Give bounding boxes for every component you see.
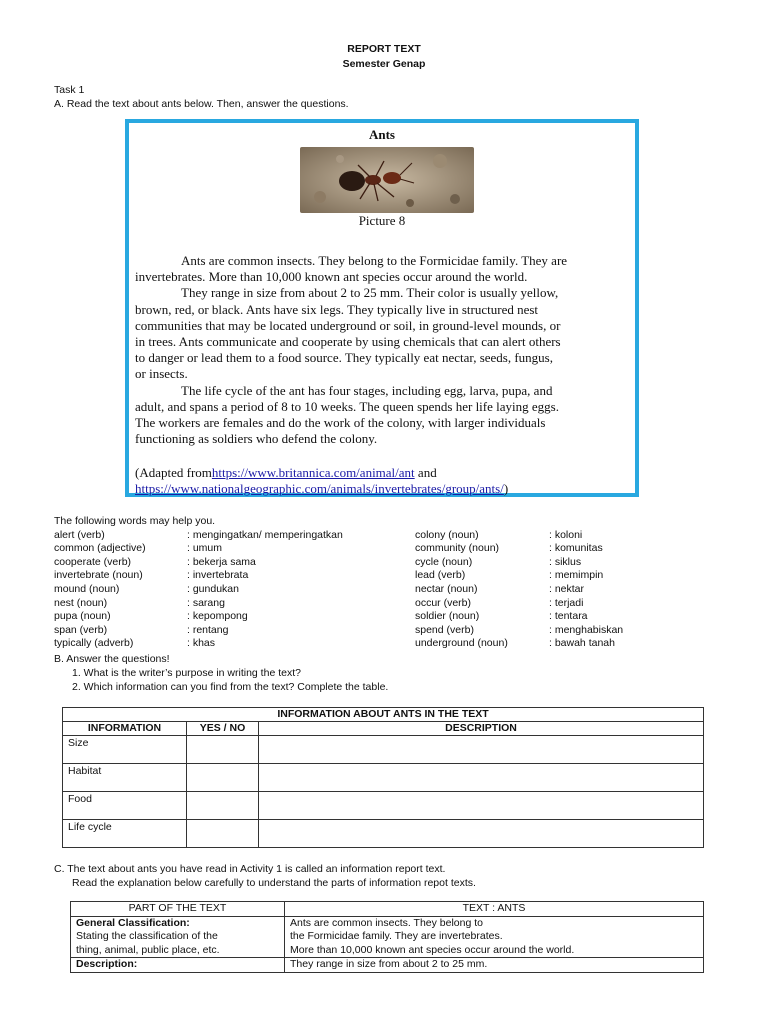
passage-frame [125, 119, 639, 497]
gc-text-2: the Formicidae family. They are invertebrates. [290, 930, 503, 943]
vocab-word: community (noun) [415, 542, 500, 555]
gc-text-1: Ants are common insects. They belong to [290, 916, 483, 929]
general-classification-label: General Classification: [76, 916, 190, 929]
britannica-link[interactable]: https://www.britannica.com/animal/ant [211, 465, 415, 480]
instruction-a: A. Read the text about ants below. Then, answer the questions. [54, 98, 349, 110]
vocab-row [54, 624, 714, 638]
table-row [71, 958, 704, 973]
vocab-intro: The following words may help you. [54, 515, 216, 527]
question-1: 1. What is the writer’s purpose in writing the text? [72, 667, 301, 679]
col-part-of-text: PART OF THE TEXT [71, 902, 285, 917]
section-c-line2: Read the explanation below carefully to understand the parts of information repot texts. [72, 877, 476, 889]
page-title: REPORT TEXT [347, 43, 421, 55]
passage-line: in trees. Ants communicate and cooperate by using chemicals that can alert others [135, 334, 561, 350]
yes-no-cell[interactable] [187, 764, 259, 792]
table-row [63, 820, 704, 848]
question-2: 2. Which information can you find from the text? Complete the table. [72, 681, 389, 693]
vocab-meaning: : menghabiskan [549, 623, 624, 636]
vocab-word: mound (noun) [54, 582, 120, 595]
row-label-food: Food [63, 792, 187, 820]
vocab-meaning: : kepompong [187, 610, 248, 623]
passage-line: or insects. [135, 366, 188, 382]
description-cell[interactable] [259, 820, 704, 848]
vocab-meaning: : gundukan [187, 582, 239, 595]
vocab-word: nest (noun) [54, 596, 108, 609]
vocab-row [54, 569, 714, 583]
description-cell[interactable] [259, 736, 704, 764]
natgeo-link[interactable]: https://www.nationalgeographic.com/animals/invertebrates/group/ants/ [135, 481, 504, 496]
vocab-row [54, 542, 714, 556]
vocab-meaning: : invertebrata [187, 569, 249, 582]
vocab-meaning: : nektar [549, 582, 585, 595]
passage-line: to danger or lead them to a food source. They typically eat nectar, seeds, fungus, [135, 350, 553, 366]
passage-line: They range in size from about 2 to 25 mm. Their color is usually yellow, [181, 285, 559, 301]
vocab-meaning: : khas [187, 637, 216, 650]
description-cell[interactable] [259, 792, 704, 820]
passage-line: brown, red, or black. Ants have six legs. They typically live in structured nest [135, 301, 539, 317]
passage-source [135, 465, 629, 497]
vocab-word: colony (noun) [415, 528, 479, 541]
col-description: DESCRIPTION [259, 722, 704, 736]
section-c [54, 862, 476, 890]
vocab-meaning: : koloni [549, 528, 583, 541]
row-label-habitat: Habitat [63, 764, 187, 792]
vocab-word: cycle (noun) [415, 555, 473, 568]
row-label-life-cycle: Life cycle [63, 820, 187, 848]
col-information: INFORMATION [63, 722, 187, 736]
vocab-row [54, 583, 714, 597]
vocab-row [54, 529, 714, 543]
description-label: Description: [71, 958, 285, 973]
passage-body [135, 253, 629, 447]
passage-line: communities that may be located underground or soil, in ground-level mounds, or [135, 317, 561, 333]
source-prefix: (Adapted from [135, 465, 212, 480]
parts-table [70, 901, 704, 973]
vocab-word: spend (verb) [415, 623, 474, 636]
gc-text-3: More than 10,000 known ant species occur around the world. [290, 943, 575, 956]
yes-no-cell[interactable] [187, 736, 259, 764]
section-c-line1: C. The text about ants you have read in Activity 1 is called an information report text. [54, 863, 446, 875]
table-row [63, 736, 704, 764]
vocab-meaning: : siklus [549, 555, 582, 568]
vocab-meaning: : bekerja sama [187, 555, 256, 568]
vocab-word: span (verb) [54, 623, 108, 636]
vocab-meaning: : umum [187, 542, 223, 555]
yes-no-cell[interactable] [187, 820, 259, 848]
vocabulary-list [54, 515, 714, 651]
vocab-row [54, 556, 714, 570]
info-table-title: INFORMATION ABOUT ANTS IN THE TEXT [63, 708, 704, 722]
vocab-word: underground (noun) [415, 637, 508, 650]
ant-photo [300, 147, 474, 213]
vocab-word: typically (adverb) [54, 637, 134, 650]
col-text-ants: TEXT : ANTS [285, 902, 704, 917]
vocab-word: invertebrate (noun) [54, 569, 143, 582]
gc-desc-1: Stating the classification of the [76, 930, 218, 943]
row-label-size: Size [63, 736, 187, 764]
vocab-row [54, 637, 714, 651]
description-cell[interactable] [259, 764, 704, 792]
passage-title: Ants [368, 127, 395, 142]
source-suffix: ) [503, 481, 509, 496]
vocab-meaning: : terjadi [549, 596, 584, 609]
vocab-word: soldier (noun) [415, 610, 480, 623]
source-and: and [414, 465, 437, 480]
vocab-word: nectar (noun) [415, 582, 478, 595]
vocab-word: common (adjective) [54, 542, 146, 555]
passage-line: invertebrates. More than 10,000 known ant species occur around the world. [135, 269, 528, 285]
vocab-meaning: : sarang [187, 596, 225, 609]
passage-line: The workers are females and do the work of the colony, with larger individuals [135, 415, 546, 431]
vocab-meaning: : bawah tanah [549, 637, 615, 650]
picture-caption: Picture 8 [358, 213, 406, 228]
table-row [71, 916, 704, 958]
vocab-meaning: : tentara [549, 610, 588, 623]
section-b-heading: B. Answer the questions! [54, 653, 170, 665]
vocab-meaning: : mengingatkan/ memperingatkan [187, 528, 343, 541]
section-b [54, 652, 388, 694]
vocab-row [54, 597, 714, 611]
passage-line: adult, and spans a period of 8 to 10 weeks. The queen spends her life laying eggs. [135, 398, 559, 414]
vocab-word: pupa (noun) [54, 610, 111, 623]
col-yes-no: YES / NO [187, 722, 259, 736]
vocab-meaning: : komunitas [549, 542, 603, 555]
vocab-meaning: : rentang [187, 623, 229, 636]
vocab-word: lead (verb) [415, 569, 466, 582]
page-subtitle: Semester Genap [342, 58, 426, 70]
passage-line: The life cycle of the ant has four stages, including egg, larva, pupa, and [181, 382, 553, 398]
table-row [63, 792, 704, 820]
vocab-word: cooperate (verb) [54, 555, 132, 568]
vocab-word: occur (verb) [415, 596, 472, 609]
vocab-word: alert (verb) [54, 528, 105, 541]
description-text: They range in size from about 2 to 25 mm. [285, 958, 704, 973]
vocab-meaning: : memimpin [549, 569, 604, 582]
task-label: Task 1 [54, 84, 85, 96]
passage-line: Ants are common insects. They belong to the Formicidae family. They are [181, 253, 568, 268]
passage-line: functioning as soldiers who defend the colony. [135, 431, 378, 447]
info-table [62, 707, 704, 848]
vocab-row [54, 610, 714, 624]
yes-no-cell[interactable] [187, 792, 259, 820]
table-row [63, 764, 704, 792]
gc-desc-2: thing, animal, public place, etc. [76, 943, 220, 956]
